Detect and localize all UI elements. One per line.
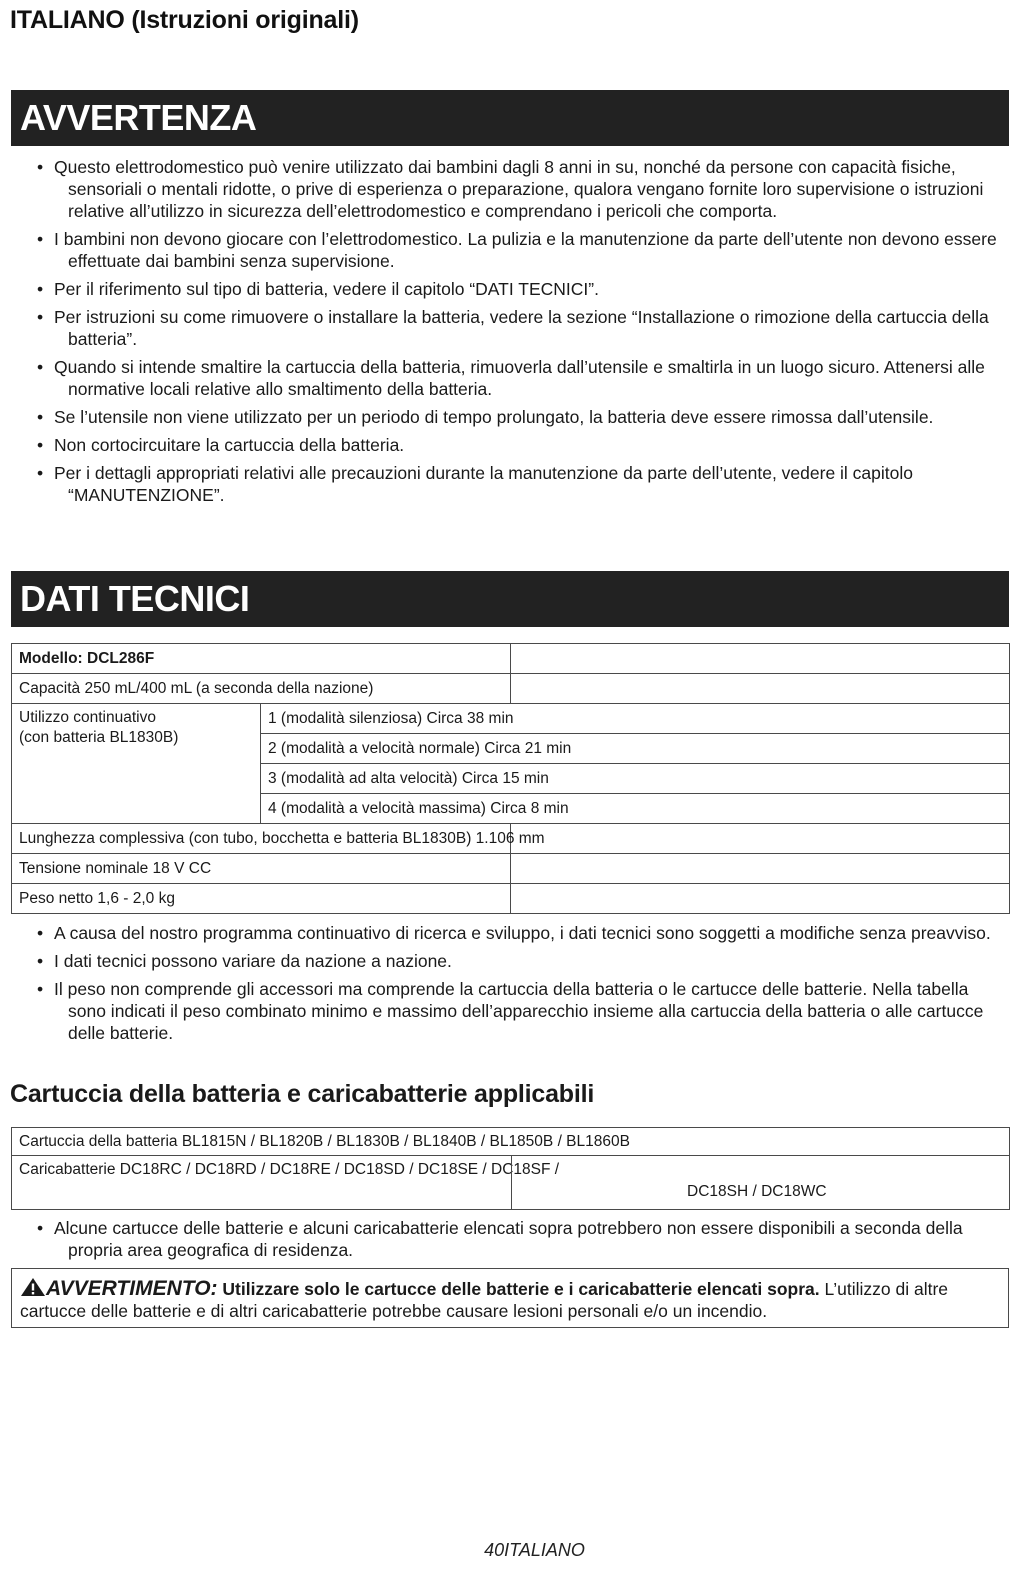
spec-empty-cell	[511, 674, 1010, 704]
spec-rated-voltage: Tensione nominale 18 V CC	[12, 854, 511, 884]
list-item-text: I dati tecnici possono variare da nazione a nazione.	[54, 951, 452, 971]
spec-empty-cell	[511, 824, 1010, 854]
bullet-icon: •	[37, 951, 44, 971]
list-item	[10, 228, 1010, 272]
spec-mode-1: 1 (modalità silenziosa) Circa 38 min	[261, 704, 1010, 734]
table-row	[12, 884, 1010, 914]
bullet-icon: •	[37, 229, 44, 249]
list-item-text: A causa del nostro programma continuativo di ricerca e sviluppo, i dati tecnici sono soggetti a modifiche senza preavviso.	[54, 923, 991, 943]
caution-normal-text: L’utilizzo di altre cartucce delle batterie e di altri caricabatterie potrebbe causare lesioni personali e/o un incendio.	[20, 1279, 949, 1321]
spec-model: Modello: DCL286F	[12, 644, 511, 674]
bullet-icon: •	[37, 279, 44, 299]
spec-empty-cell	[511, 884, 1010, 914]
specs-notes-list	[10, 922, 1010, 1050]
spec-empty-cell	[511, 644, 1010, 674]
list-item	[10, 434, 1010, 456]
table-row	[12, 674, 1010, 704]
caution-bold-text: Utilizzare solo le cartucce delle batterie e i caricabatterie elencati sopra.	[222, 1279, 820, 1299]
list-item	[10, 978, 1010, 1044]
warning-list	[10, 156, 1010, 512]
spec-overall-length: Lunghezza complessiva (con tubo, bocchetta e batteria BL1830B) 1.106 mm	[12, 824, 511, 854]
specs-section-title	[11, 571, 1009, 627]
charger-line2: DC18SH / DC18WC	[687, 1183, 827, 1200]
spec-mode-2: 2 (modalità a velocità normale) Circa 21 min	[261, 734, 1010, 764]
page-header: ITALIANO (Istruzioni originali)	[10, 6, 359, 34]
list-item-text: I bambini non devono giocare con l’elettrodomestico. La pulizia e la manutenzione da parte dell’utente non devono essere effettuate dai bambini senza supervisione.	[54, 229, 997, 271]
bullet-icon: •	[37, 407, 44, 427]
bullet-icon: •	[37, 923, 44, 943]
spec-mode-4: 4 (modalità a velocità massima) Circa 8 min	[261, 794, 1010, 824]
spec-continuous-use-label	[12, 704, 261, 824]
table-divider	[511, 1156, 512, 1209]
list-item-text: Per istruzioni su come rimuovere o installare la batteria, vedere la sezione “Installazione o rimozione della cartuccia della batteria”.	[54, 307, 989, 349]
warning-section-title	[11, 90, 1009, 146]
list-item	[10, 306, 1010, 350]
list-item-text: Questo elettrodomestico può venire utilizzato dai bambini dagli 8 anni in su, nonché da persone con capacità fisiche, sensoriali o mentali ridotte, o prive di esperienza o preparazione, qualora vengano fornite loro supervisione o istruzioni relative all’utilizzo in sicurezza dell’elettrodomestico e comprendano i pericoli che comporta.	[54, 157, 984, 221]
table-row	[12, 644, 1010, 674]
bullet-icon: •	[37, 307, 44, 327]
list-item	[10, 278, 1010, 300]
list-item-text: Il peso non comprende gli accessori ma comprende la cartuccia della batteria o le cartucce delle batterie. Nella tabella sono indicati il peso combinato minimo e massimo dell’apparecchio insieme alla cartuccia della batteria o alle cartucce delle batterie.	[54, 979, 984, 1043]
list-item-text: Non cortocircuitare la cartuccia della batteria.	[54, 435, 405, 455]
spec-net-weight: Peso netto 1,6 - 2,0 kg	[12, 884, 511, 914]
specs-title-text: DATI TECNICI	[20, 578, 250, 619]
warning-title-text: AVVERTENZA	[20, 97, 257, 138]
list-item	[10, 462, 1010, 506]
charger-line1: Caricabatterie DC18RC / DC18RD / DC18RE / DC18SD / DC18SE / DC18SF /	[19, 1161, 560, 1178]
continuous-use-line2: (con batteria BL1830B)	[19, 729, 179, 746]
caution-box	[11, 1268, 1009, 1328]
list-item-text: Se l’utensile non viene utilizzato per un periodo di tempo prolungato, la batteria deve essere rimossa dall’utensile.	[54, 407, 934, 427]
list-item-text: Quando si intende smaltire la cartuccia della batteria, rimuoverla dall’utensile e smaltirla in un luogo sicuro. Attenersi alle normative locali relative allo smaltimento della batteria.	[54, 357, 985, 399]
bullet-icon: •	[37, 357, 44, 377]
list-item-text: Per il riferimento sul tipo di batteria, vedere il capitolo “DATI TECNICI”.	[54, 279, 599, 299]
table-row	[12, 824, 1010, 854]
list-item-text: Alcune cartucce delle batterie e alcuni caricabatterie elencati sopra potrebbero non essere disponibili a seconda della propria area geografica di residenza.	[54, 1218, 963, 1260]
table-row	[12, 1128, 1010, 1156]
continuous-use-line1: Utilizzo continuativo	[19, 709, 156, 726]
table-row	[12, 854, 1010, 884]
warning-triangle-icon	[20, 1277, 46, 1297]
compat-notes-list	[10, 1217, 1010, 1267]
spec-capacity: Capacità 250 mL/400 mL (a seconda della nazione)	[12, 674, 511, 704]
bullet-icon: •	[37, 157, 44, 177]
list-item	[10, 406, 1010, 428]
spec-empty-cell	[511, 854, 1010, 884]
list-item	[10, 156, 1010, 222]
caution-title: AVVERTIMENTO:	[46, 1277, 218, 1300]
bullet-icon: •	[37, 435, 44, 455]
compat-battery-row: Cartuccia della batteria BL1815N / BL1820B / BL1830B / BL1840B / BL1850B / BL1860B	[12, 1128, 1010, 1156]
list-item-text: Per i dettagli appropriati relativi alle precauzioni durante la manutenzione da parte dell’utente, vedere il capitolo “MANUTENZIONE”.	[54, 463, 913, 505]
bullet-icon: •	[37, 1218, 44, 1238]
compat-section-title: Cartuccia della batteria e caricabatterie applicabili	[10, 1080, 595, 1108]
bullet-icon: •	[37, 979, 44, 999]
list-item	[10, 1217, 1010, 1261]
list-item	[10, 950, 1010, 972]
list-item	[10, 356, 1010, 400]
compat-charger-row	[12, 1156, 1010, 1210]
table-row	[12, 1156, 1010, 1210]
table-row	[12, 704, 1010, 734]
compat-table	[11, 1127, 1010, 1210]
specs-table	[11, 643, 1010, 914]
list-item	[10, 922, 1010, 944]
page-footer: 40ITALIANO	[484, 1540, 585, 1560]
bullet-icon: •	[37, 463, 44, 483]
spec-mode-3: 3 (modalità ad alta velocità) Circa 15 min	[261, 764, 1010, 794]
